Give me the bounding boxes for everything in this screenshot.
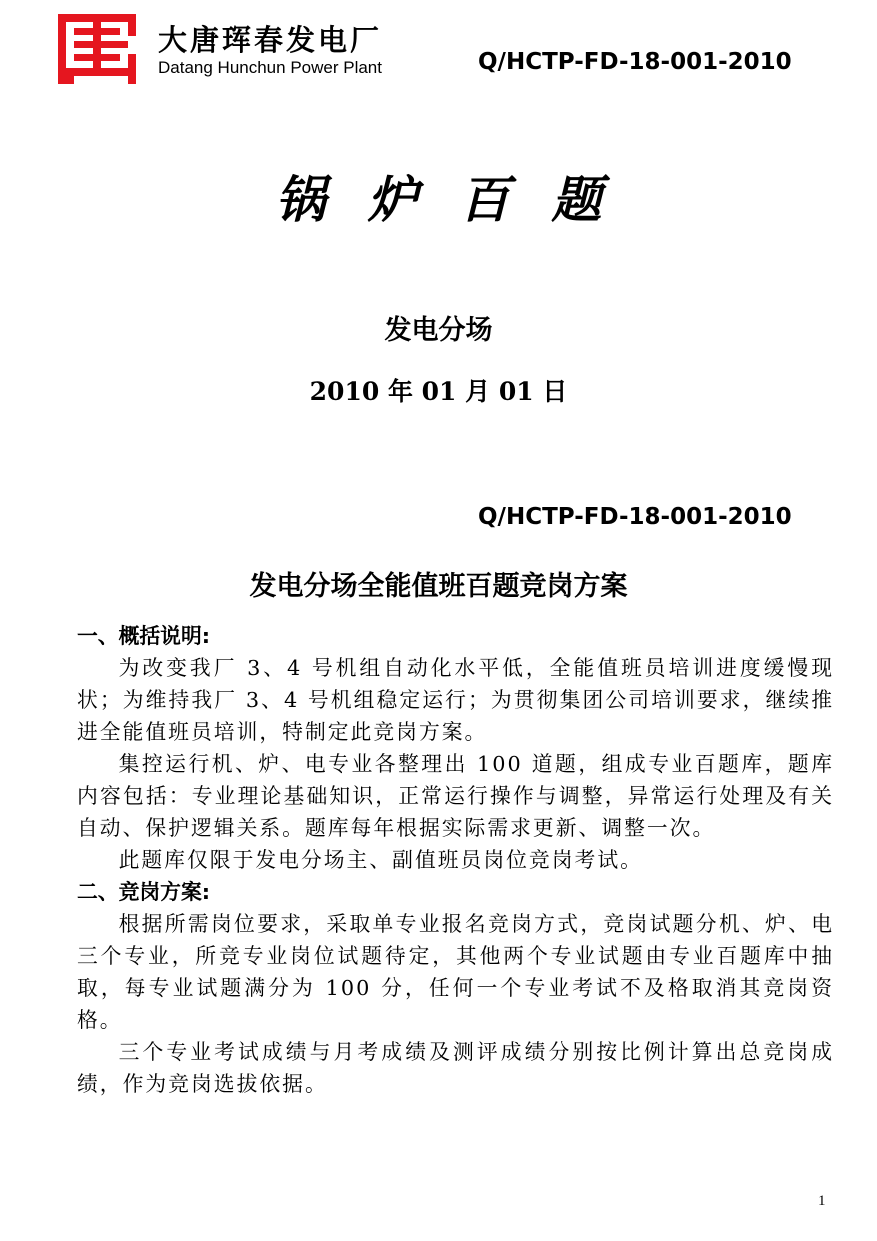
brand-name-english: Datang Hunchun Power Plant bbox=[158, 58, 382, 77]
datang-logo-icon bbox=[58, 14, 136, 84]
document-code-plan: Q/HCTP-FD-18-001-2010 bbox=[478, 504, 792, 530]
plan-title: 发电分场全能值班百题竞岗方案 bbox=[249, 571, 628, 602]
brand-name-chinese: 大唐珲春发电厂 bbox=[158, 23, 383, 57]
paragraph: 三个专业考试成绩与月考成绩及测评成绩分别按比例计算出总竞岗成绩，作为竞岗选拔依据。 bbox=[77, 1040, 834, 1096]
paragraph: 此题库仅限于发电分场主、副值班员岗位竞岗考试。 bbox=[118, 848, 643, 872]
paragraph: 根据所需岗位要求，采取单专业报名竞岗方式，竞岗试题分机、炉、电三个专业，所竞专业岗位试题待定，其他两个专业试题由专业百题库中抽取，每专业试题满分为 100 分，任何一个专业考试不及格取消其竞岗资格。 bbox=[77, 912, 834, 1032]
section-heading-overview: 一、概括说明: bbox=[77, 624, 211, 648]
cover-title: 锅炉百题 bbox=[275, 170, 644, 229]
document-code-header: Q/HCTP-FD-18-001-2010 bbox=[478, 49, 792, 75]
cover-date: 2010 年 01 月 01 日 bbox=[309, 377, 568, 406]
paragraph: 为改变我厂 3、4 号机组自动化水平低，全能值班员培训进度缓慢现状；为维持我厂 3、4 号机组稳定运行；为贯彻集团公司培训要求，继续推进全能值班员培训，特制定此竞岗方案。 bbox=[77, 656, 834, 744]
paragraph: 集控运行机、炉、电专业各整理出 100 道题，组成专业百题库，题库内容包括：专业理论基础知识，正常运行操作与调整，异常运行处理及有关自动、保护逻辑关系。题库每年根据实际需求更新、调整一次。 bbox=[77, 752, 834, 840]
page-number: 1 bbox=[818, 1193, 826, 1209]
cover-department: 发电分场 bbox=[384, 315, 493, 346]
section-heading-plan: 二、竞岗方案: bbox=[77, 880, 211, 904]
plan-body bbox=[77, 620, 834, 1100]
